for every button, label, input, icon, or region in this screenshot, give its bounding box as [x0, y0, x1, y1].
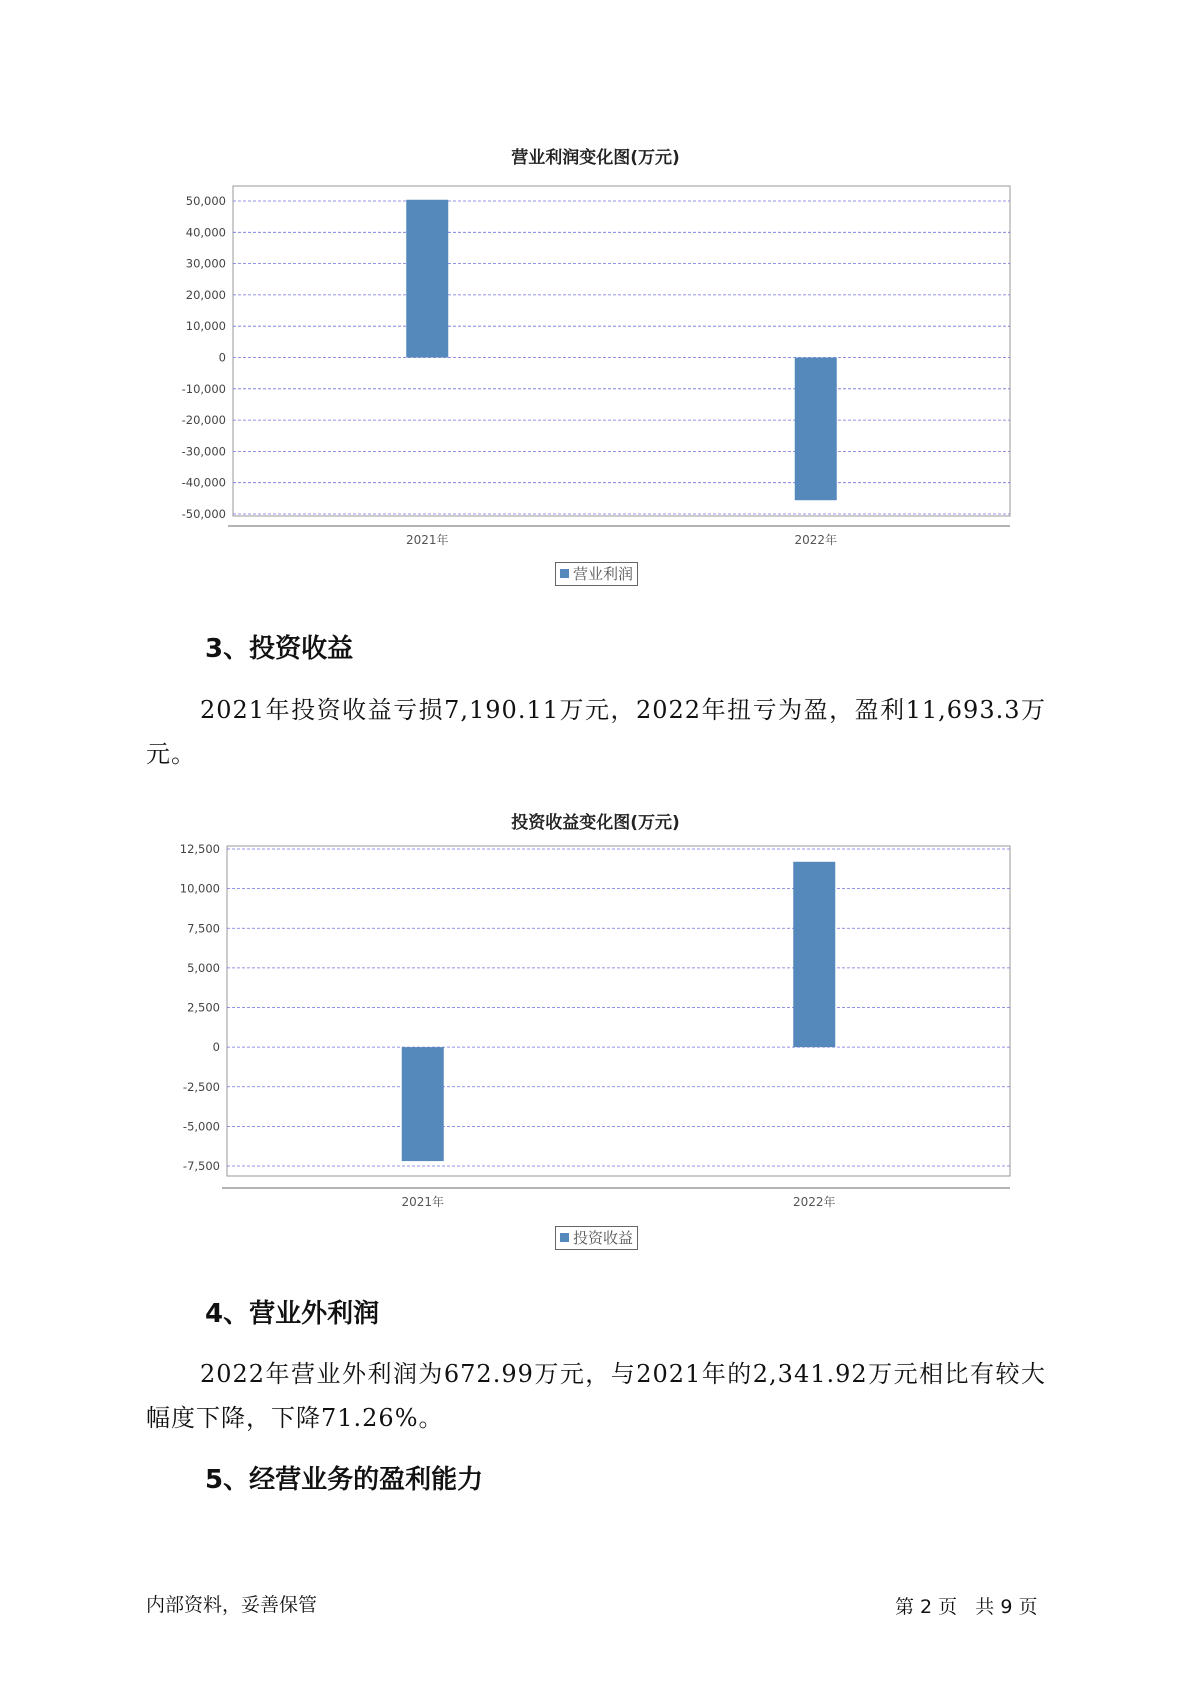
- y-tick-label: -30,000: [181, 444, 226, 459]
- y-tick-label: 0: [212, 1040, 220, 1055]
- y-tick-label: 12,500: [179, 842, 220, 856]
- y-tick-label: 20,000: [185, 287, 226, 302]
- legend-swatch: [560, 1233, 569, 1242]
- x-tick-label: 2021年: [405, 533, 449, 547]
- x-tick-label: 2021年: [401, 1195, 445, 1209]
- chart2-legend: [555, 1226, 638, 1250]
- y-tick-label: -5,000: [182, 1119, 220, 1134]
- section5-heading: 5、经营业务的盈利能力: [205, 1465, 484, 1495]
- y-tick-label: -40,000: [181, 475, 226, 490]
- y-tick-label: 30,000: [185, 256, 226, 271]
- chart2-title: 投资收益变化图(万元): [511, 813, 680, 833]
- section3-paragraph: 2021年投资收益亏损7,190.11万元，2022年扭亏为盈，盈利11,693.3万元。: [146, 696, 1046, 768]
- y-tick-label: -2,500: [182, 1079, 220, 1094]
- bar-2021年: [402, 1047, 444, 1161]
- y-tick-label: 2,500: [187, 1000, 220, 1015]
- y-tick-label: 10,000: [185, 319, 226, 334]
- chart2-legend-label: 投资收益: [573, 1229, 634, 1247]
- y-tick-label: 10,000: [179, 881, 220, 896]
- y-tick-label: 50,000: [185, 194, 226, 208]
- footer-confidential-note: 内部资料，妥善保管: [146, 1594, 318, 1616]
- x-tick-label: 2022年: [792, 1195, 836, 1209]
- y-tick-label: -20,000: [181, 413, 226, 428]
- y-tick-label: -7,500: [182, 1159, 220, 1173]
- y-tick-label: 40,000: [185, 225, 226, 240]
- section4-paragraph: 2022年营业外利润为672.99万元，与2021年的2,341.92万元相比有较大幅度下降，下降71.26%。: [146, 1360, 1046, 1432]
- bar-2022年: [793, 862, 835, 1047]
- section4-heading: 4、营业外利润: [205, 1299, 380, 1329]
- chart1-legend-label: 营业利润: [573, 565, 634, 583]
- x-tick-label: 2022年: [794, 533, 838, 547]
- footer-page-number: 第 2 页 共 9 页: [895, 1596, 1038, 1618]
- y-tick-label: -50,000: [181, 507, 226, 521]
- section3-heading: 3、投资收益: [205, 634, 354, 664]
- y-tick-label: 7,500: [187, 921, 220, 936]
- y-tick-label: -10,000: [181, 381, 226, 396]
- y-tick-label: 5,000: [187, 960, 220, 975]
- y-tick-label: 0: [218, 350, 226, 365]
- chart1-title: 营业利润变化图(万元): [511, 148, 680, 168]
